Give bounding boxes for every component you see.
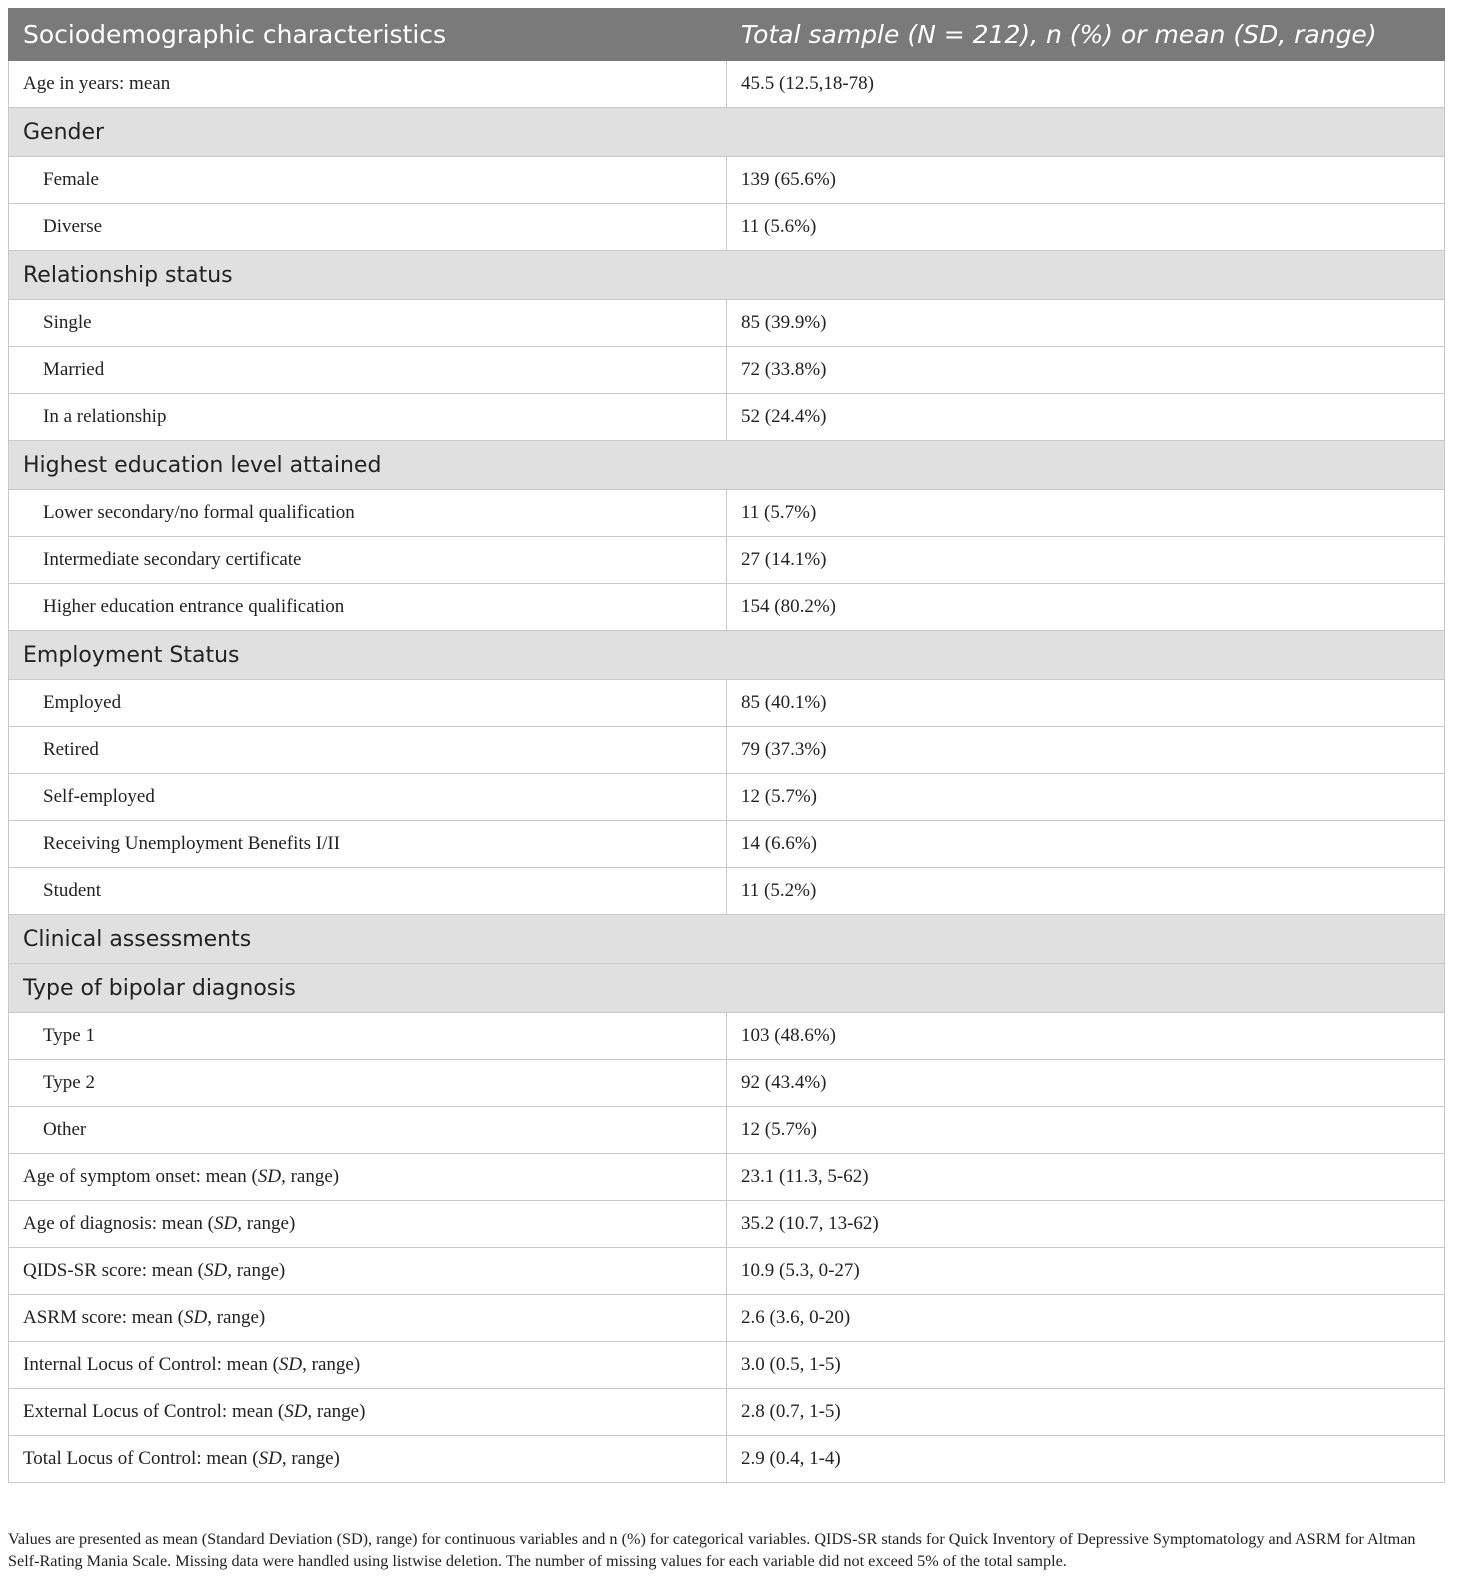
table-row xyxy=(9,1013,1445,1060)
row-value: 11 (5.7%) xyxy=(727,490,1445,537)
table-row xyxy=(9,347,1445,394)
row-label: Higher education entrance qualification xyxy=(9,584,727,631)
row-value: 85 (40.1%) xyxy=(727,680,1445,727)
row-label xyxy=(9,1295,727,1342)
row-label xyxy=(9,1342,727,1389)
row-label: Diverse xyxy=(9,204,727,251)
row-label-tail: , range) xyxy=(237,1213,296,1234)
table-row xyxy=(9,1201,1445,1248)
table-row xyxy=(9,821,1445,868)
row-label: Type 2 xyxy=(9,1060,727,1107)
row-label-tail: , range) xyxy=(281,1166,340,1187)
row-value: 27 (14.1%) xyxy=(727,537,1445,584)
row-value: 23.1 (11.3, 5-62) xyxy=(727,1154,1445,1201)
section-label: Employment Status xyxy=(9,631,1445,680)
row-label: Receiving Unemployment Benefits I/II xyxy=(9,821,727,868)
header-total-sample: Total sample (N = 212), n (%) or mean (SD, range) xyxy=(727,9,1445,61)
table-row xyxy=(9,300,1445,347)
row-value: 2.8 (0.7, 1-5) xyxy=(727,1389,1445,1436)
row-label-sd: SD xyxy=(257,1166,282,1187)
section-label: Gender xyxy=(9,108,1445,157)
row-label-sd: SD xyxy=(278,1354,303,1375)
row-value: 11 (5.2%) xyxy=(727,868,1445,915)
sociodemographic-table xyxy=(8,8,1445,1483)
table-row xyxy=(9,204,1445,251)
row-value: 45.5 (12.5,18-78) xyxy=(727,61,1445,108)
row-label: Other xyxy=(9,1107,727,1154)
table-footnote: Values are presented as mean (Standard Deviation (SD), range) for continuous variables and n (%) for categorical variables. QIDS-SR stands for Quick Inventory of Depressive Symptomatology and ASRM for Altman Self-Rating Mania Scale. Missing data were handled using listwise deletion. The number of missing values for each variable did not exceed 5% of the total sample. xyxy=(8,1530,1416,1570)
table-row xyxy=(9,1107,1445,1154)
header-characteristics: Sociodemographic characteristics xyxy=(9,9,727,61)
table-row xyxy=(9,1060,1445,1107)
row-value: 35.2 (10.7, 13-62) xyxy=(727,1201,1445,1248)
row-label: Married xyxy=(9,347,727,394)
row-value: 103 (48.6%) xyxy=(727,1013,1445,1060)
row-label-tail: , range) xyxy=(281,1448,340,1469)
row-value: 52 (24.4%) xyxy=(727,394,1445,441)
row-label-tail: , range) xyxy=(302,1354,361,1375)
table-row xyxy=(9,157,1445,204)
section-label: Highest education level attained xyxy=(9,441,1445,490)
section-header-row xyxy=(9,251,1445,300)
row-label: Retired xyxy=(9,727,727,774)
table-row xyxy=(9,1389,1445,1436)
row-value: 154 (80.2%) xyxy=(727,584,1445,631)
row-value: 85 (39.9%) xyxy=(727,300,1445,347)
row-label: Age in years: mean xyxy=(9,61,727,108)
table-row xyxy=(9,774,1445,821)
row-value: 10.9 (5.3, 0-27) xyxy=(727,1248,1445,1295)
section-header-row xyxy=(9,441,1445,490)
row-label-tail: , range) xyxy=(227,1260,286,1281)
row-label: Intermediate secondary certificate xyxy=(9,537,727,584)
row-label-sd: SD xyxy=(284,1401,308,1422)
section-label: Clinical assessments xyxy=(9,915,1445,964)
row-value: 11 (5.6%) xyxy=(727,204,1445,251)
row-label xyxy=(9,1248,727,1295)
row-label: Lower secondary/no formal qualification xyxy=(9,490,727,537)
row-label: Type 1 xyxy=(9,1013,727,1060)
table-row xyxy=(9,1436,1445,1483)
row-label-text: QIDS-SR score: mean ( xyxy=(23,1260,204,1281)
row-value: 3.0 (0.5, 1-5) xyxy=(727,1342,1445,1389)
row-label-sd: SD xyxy=(258,1448,282,1469)
table-body xyxy=(9,61,1445,1483)
row-value: 14 (6.6%) xyxy=(727,821,1445,868)
section-header-row xyxy=(9,631,1445,680)
row-label-text: Internal Locus of Control: mean ( xyxy=(23,1354,279,1375)
section-label: Type of bipolar diagnosis xyxy=(9,964,1445,1013)
row-value: 2.9 (0.4, 1-4) xyxy=(727,1436,1445,1483)
row-value: 92 (43.4%) xyxy=(727,1060,1445,1107)
row-label-tail: , range) xyxy=(207,1307,266,1328)
row-label xyxy=(9,1436,727,1483)
row-label-text: Age of symptom onset: mean ( xyxy=(23,1166,258,1187)
row-label-text: Age of diagnosis: mean ( xyxy=(23,1213,215,1234)
table-row xyxy=(9,490,1445,537)
row-label: Student xyxy=(9,868,727,915)
table-row xyxy=(9,1342,1445,1389)
row-label xyxy=(9,1154,727,1201)
row-value: 72 (33.8%) xyxy=(727,347,1445,394)
row-value: 139 (65.6%) xyxy=(727,157,1445,204)
row-label: Female xyxy=(9,157,727,204)
row-label-sd: SD xyxy=(183,1307,208,1328)
row-label: Self-employed xyxy=(9,774,727,821)
section-label: Relationship status xyxy=(9,251,1445,300)
table-row xyxy=(9,868,1445,915)
table-row xyxy=(9,537,1445,584)
row-value: 2.6 (3.6, 0-20) xyxy=(727,1295,1445,1342)
row-value: 12 (5.7%) xyxy=(727,774,1445,821)
table-row xyxy=(9,1248,1445,1295)
row-label-sd: SD xyxy=(204,1260,228,1281)
row-label-sd: SD xyxy=(214,1213,238,1234)
table-row xyxy=(9,1154,1445,1201)
row-label-tail: , range) xyxy=(307,1401,366,1422)
row-label-text: ASRM score: mean ( xyxy=(23,1307,184,1328)
row-value: 12 (5.7%) xyxy=(727,1107,1445,1154)
section-header-row xyxy=(9,108,1445,157)
table-row xyxy=(9,727,1445,774)
row-label-text: External Locus of Control: mean ( xyxy=(23,1401,285,1422)
row-label: In a relationship xyxy=(9,394,727,441)
row-label: Single xyxy=(9,300,727,347)
row-label xyxy=(9,1201,727,1248)
table-header-row xyxy=(9,9,1445,61)
table-row xyxy=(9,61,1445,108)
row-label: Employed xyxy=(9,680,727,727)
table-row xyxy=(9,394,1445,441)
row-value: 79 (37.3%) xyxy=(727,727,1445,774)
data-table-container xyxy=(8,8,1452,1483)
table-row xyxy=(9,680,1445,727)
section-header-row xyxy=(9,964,1445,1013)
row-label xyxy=(9,1389,727,1436)
table-row xyxy=(9,584,1445,631)
section-header-row xyxy=(9,915,1445,964)
row-label-text: Total Locus of Control: mean ( xyxy=(23,1448,259,1469)
table-row xyxy=(9,1295,1445,1342)
